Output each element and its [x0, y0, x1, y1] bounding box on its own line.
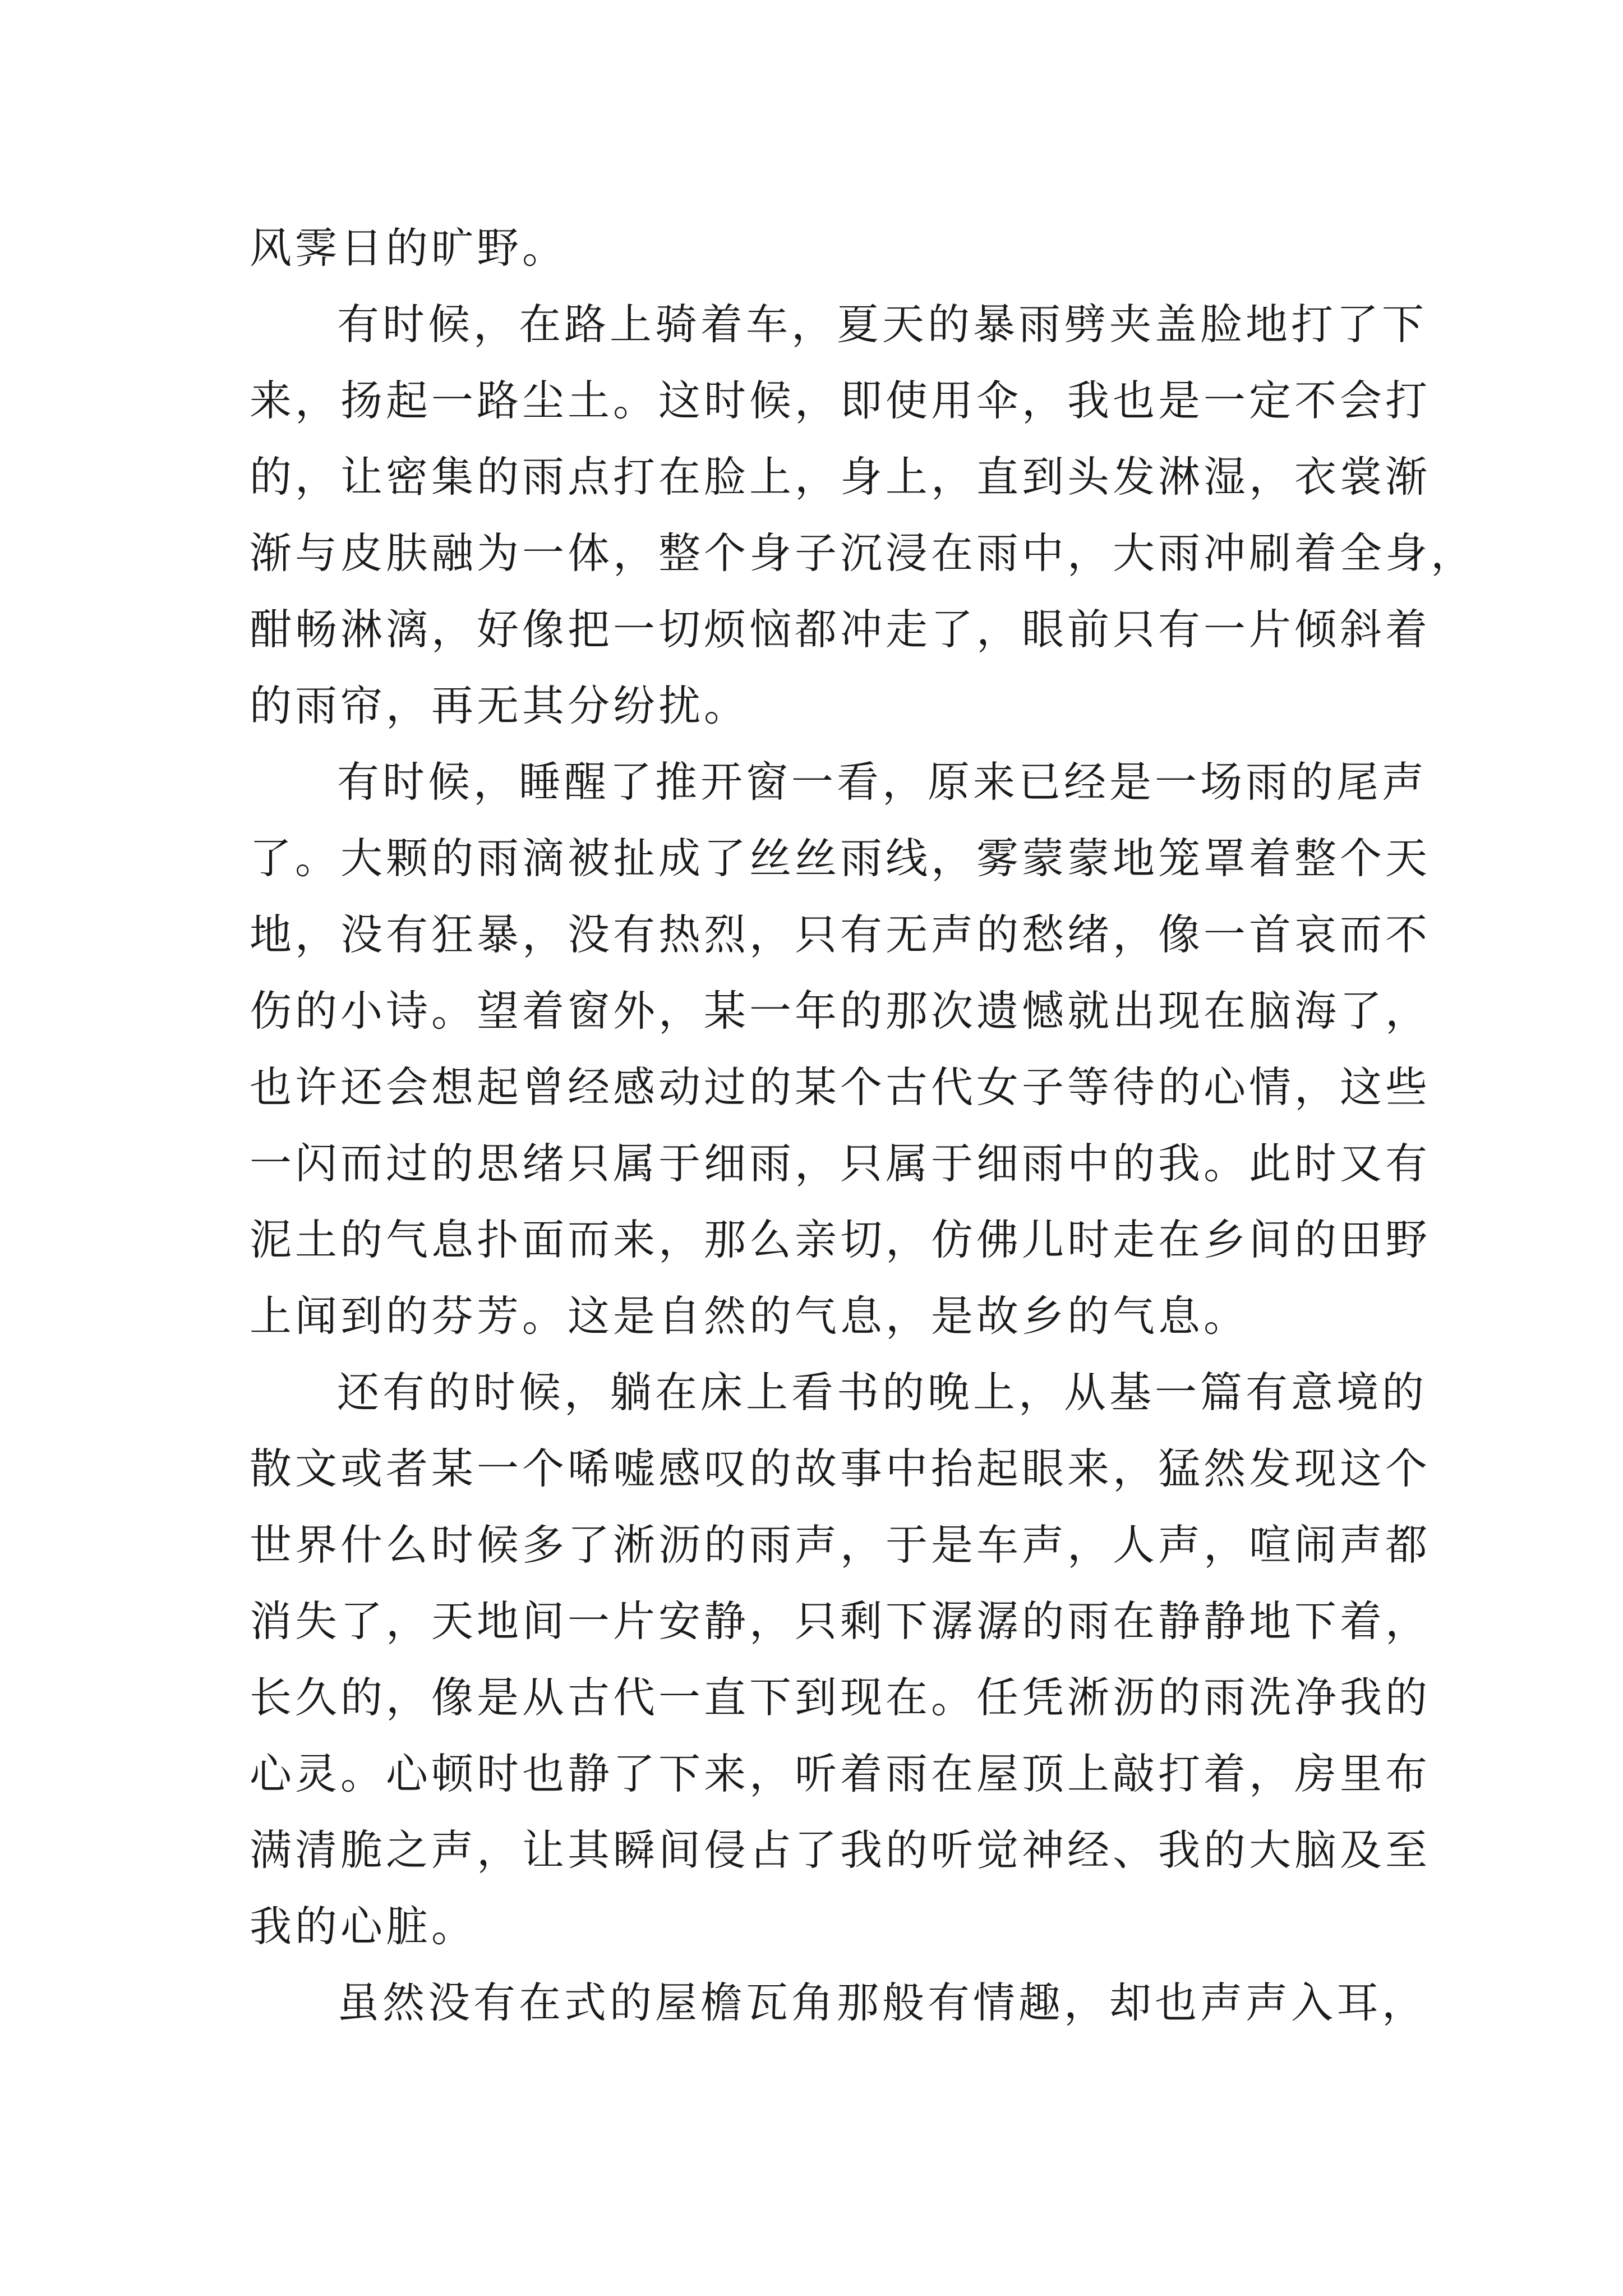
text-line: 心灵。心顿时也静了下来，听着雨在屋顶上敲打着，房里布 [250, 1749, 1431, 1798]
text-line: 我的心脏。 [250, 1902, 477, 1951]
text-line: 满清脆之声，让其瞬间侵占了我的听觉神经、我的大脑及至 [250, 1825, 1431, 1875]
text-line: 世界什么时候多了淅沥的雨声，于是车声，人声，喧闹声都 [250, 1520, 1431, 1570]
text-line: 泥土的气息扑面而来，那么亲切，仿佛儿时走在乡间的田野 [250, 1215, 1431, 1264]
text-line: 地，没有狂暴，没有热烈，只有无声的愁绪，像一首哀而不 [250, 910, 1431, 959]
text-line: 一闪而过的思绪只属于细雨，只属于细雨中的我。此时又有 [250, 1139, 1431, 1188]
text-line: 也许还会想起曾经感动过的某个古代女子等待的心情，这些 [250, 1062, 1431, 1112]
text-line: 的雨帘，再无其分纷扰。 [250, 681, 750, 730]
text-line-paragraph-start: 虽然没有在式的屋檐瓦角那般有情趣，却也声声入耳， [337, 1978, 1428, 2027]
text-line: 伤的小诗。望着窗外，某一年的那次遗憾就出现在脑海了， [250, 986, 1431, 1036]
text-line: 渐与皮肤融为一体，整个身子沉浸在雨中，大雨冲刷着全身， [250, 528, 1477, 578]
text-line: 来，扬起一路尘土。这时候，即使用伞，我也是一定不会打 [250, 376, 1431, 425]
text-line: 风霁日的旷野。 [250, 223, 568, 273]
text-line: 散文或者某一个唏嘘感叹的故事中抬起眼来，猛然发现这个 [250, 1444, 1431, 1493]
text-line: 消失了，天地间一片安静，只剩下潺潺的雨在静静地下着， [250, 1596, 1431, 1646]
text-line: 酣畅淋漓，好像把一切烦恼都冲走了，眼前只有一片倾斜着 [250, 605, 1431, 654]
text-line: 上闻到的芬芳。这是自然的气息，是故乡的气息。 [250, 1291, 1249, 1341]
text-line: 的，让密集的雨点打在脸上，身上，直到头发淋湿，衣裳渐 [250, 452, 1431, 501]
text-line-paragraph-start: 有时候，在路上骑着车，夏天的暴雨劈夹盖脸地打了下 [337, 300, 1428, 349]
text-line: 了。大颗的雨滴被扯成了丝丝雨线，雾蒙蒙地笼罩着整个天 [250, 834, 1431, 883]
text-line: 长久的，像是从古代一直下到现在。任凭淅沥的雨洗净我的 [250, 1673, 1431, 1722]
document-body [250, 210, 1477, 2041]
text-line-paragraph-start: 还有的时候，躺在床上看书的晚上，从基一篇有意境的 [337, 1368, 1428, 1417]
text-line-paragraph-start: 有时候，睡醒了推开窗一看，原来已经是一场雨的尾声 [337, 757, 1428, 807]
